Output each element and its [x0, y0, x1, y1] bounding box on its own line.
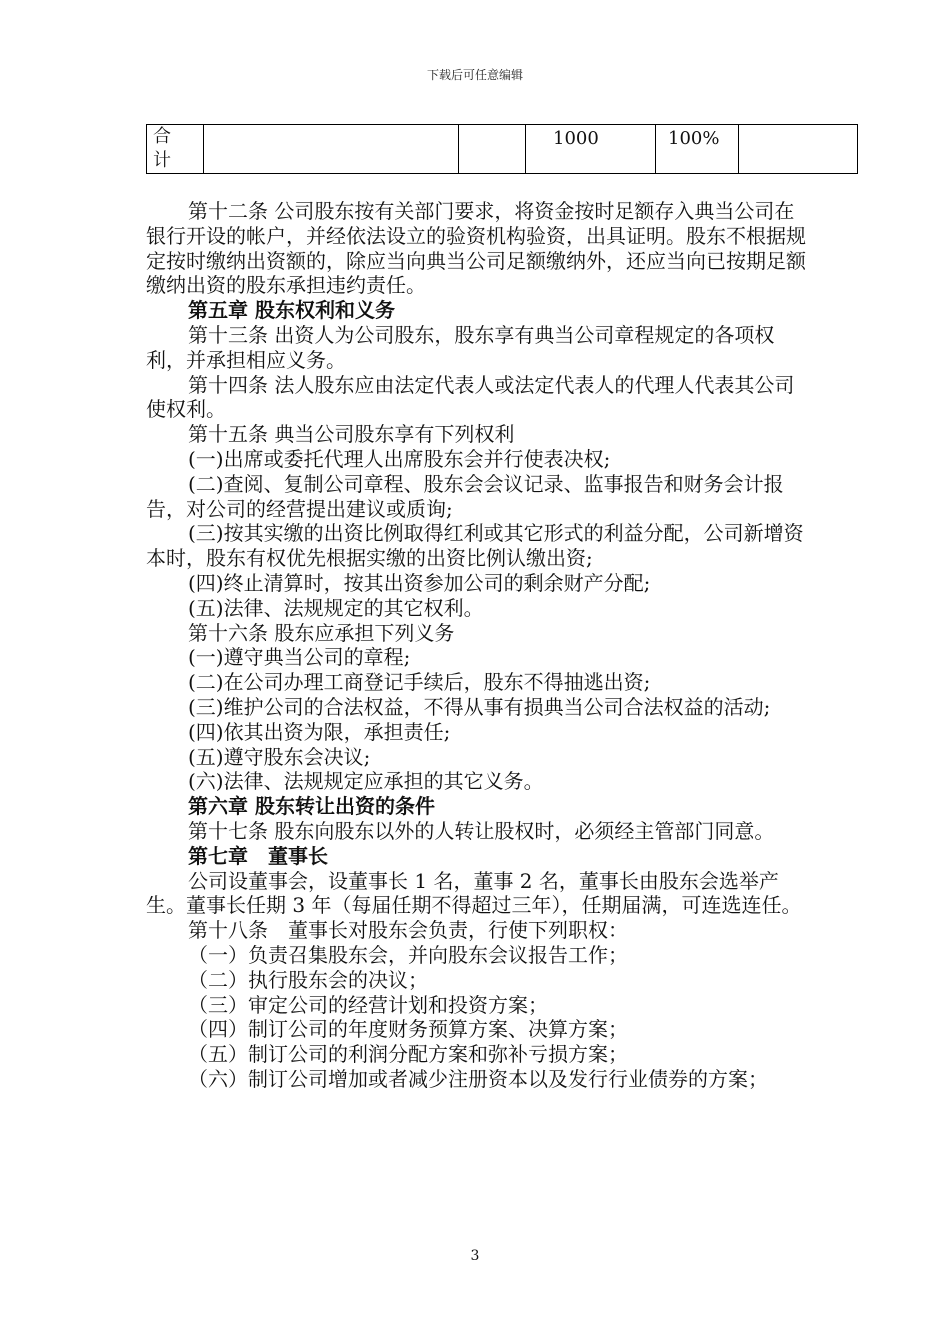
- paragraph: (五)法律、法规规定的其它权利。: [188, 595, 484, 620]
- empty-cell: [459, 125, 526, 174]
- paragraph: 第十八条 董事长对股东会负责，行使下列职权：: [188, 918, 628, 943]
- chapter-heading: 第五章 股东权利和义务: [188, 298, 395, 323]
- paragraph: (六)法律、法规规定应承担的其它义务。: [188, 769, 544, 794]
- paragraph: （三）审定公司的经营计划和投资方案；: [188, 992, 548, 1017]
- paragraph: (三)维护公司的合法权益，不得从事有损典当公司合法权益的活动;: [188, 694, 771, 719]
- paragraph: （一）负责召集股东会，并向股东会议报告工作；: [188, 942, 628, 967]
- paragraph: (四)终止清算时，按其出资参加公司的剩余财产分配;: [188, 570, 651, 595]
- document-body: [146, 199, 810, 1092]
- total-label-char-2: 计: [153, 150, 171, 171]
- paragraph: 第十三条 出资人为公司股东，股东享有典当公司章程规定的各项权利，并承担相应义务。: [146, 322, 775, 372]
- chapter-heading: 第六章 股东转让出资的条件: [188, 794, 435, 819]
- total-percent-cell: 100%: [656, 125, 739, 174]
- paragraph: （四）制订公司的年度财务预算方案、决算方案；: [188, 1017, 628, 1042]
- paragraph: (一)遵守典当公司的章程;: [188, 645, 411, 670]
- paragraph: （六）制订公司增加或者减少注册资本以及发行行业债券的方案；: [188, 1066, 768, 1091]
- paragraph: (二)在公司办理工商登记手续后，股东不得抽逃出资;: [188, 670, 651, 695]
- paragraph: （五）制订公司的利润分配方案和弥补亏损方案；: [188, 1042, 628, 1067]
- paragraph: 第十四条 法人股东应由法定代表人或法定代表人的代理人代表其公司使权利。: [146, 372, 795, 422]
- paragraph: 第十七条 股东向股东以外的人转让股权时，必须经主管部门同意。: [188, 818, 775, 843]
- total-label-cell: [147, 125, 204, 174]
- page-header: 下载后可任意编辑: [426, 68, 523, 82]
- paragraph: 第十六条 股东应承担下列义务: [188, 620, 455, 645]
- paragraph: (一)出席或委托代理人出席股东会并行使表决权;: [188, 446, 611, 471]
- total-amount-cell: 1000: [526, 125, 656, 174]
- total-label-char-1: 合: [153, 126, 171, 147]
- empty-cell: [204, 125, 459, 174]
- paragraph: （二）执行股东会的决议；: [188, 967, 428, 992]
- page-number: 3: [470, 1248, 480, 1264]
- empty-cell: [739, 125, 858, 174]
- table-row-total: [147, 125, 858, 174]
- paragraph: 第十二条 公司股东按有关部门要求，将资金按时足额存入典当公司在银行开设的帐户，并经依法设立的验资机构验资，出具证明。股东不根据规定按时缴纳出资额的，除应当向典当公司足额缴纳外，还应当向已按期足额缴纳出资的股东承担违约责任。: [146, 199, 806, 298]
- chapter-heading: 第七章 董事长: [188, 843, 328, 868]
- shareholder-total-table: [146, 124, 858, 174]
- paragraph: (二)查阅、复制公司章程、股东会会议记录、监事报告和财务会计报告，对公司的经营提出建议或质询;: [146, 471, 784, 521]
- paragraph: 第十五条 典当公司股东享有下列权利: [188, 422, 515, 447]
- paragraph: (三)按其实缴的出资比例取得红利或其它形式的利益分配，公司新增资本时，股东有权优先根据实缴的出资比例认缴出资;: [146, 521, 804, 571]
- paragraph: 公司设董事会，设董事长 1 名，董事 2 名，董事长由股东会选举产生。董事长任期 3 年（每届任期不得超过三年），任期届满，可连选连任。: [146, 868, 802, 918]
- paragraph: (四)依其出资为限，承担责任;: [188, 719, 451, 744]
- paragraph: (五)遵守股东会决议;: [188, 744, 371, 769]
